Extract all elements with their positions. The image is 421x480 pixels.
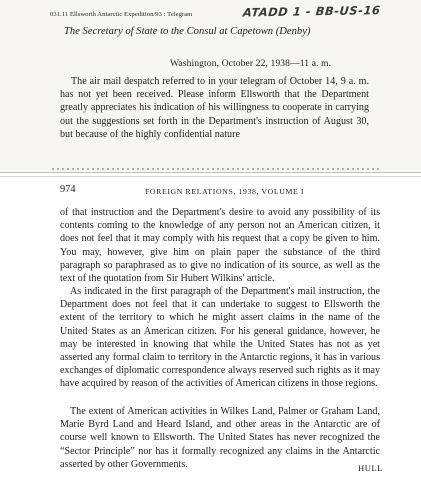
torn-edge (52, 168, 382, 170)
file-reference: 031.11 Ellsworth Antarctic Expedition/93 : Telegram (50, 11, 193, 18)
first-page-fragment (0, 0, 421, 173)
page-number: 974 (60, 184, 76, 195)
running-head: FOREIGN RELATIONS, 1938, VOLUME I (145, 187, 305, 196)
body-paragraph: As indicated in the first paragraph of the Department's mail instruction, the Department does not feel that it can undertake to suggest to Ellsworth the extent of the territory to which he might assert claims in the name of the United States as an American citizen. For his general guidance, however, he may be interested in knowing that while the United States has not as yet asserted any formal claim to territory in the Antarctic regions, it has in various exchanges of diplomatic correspondence always reserved such rights as it may have acquired by reason of the activities of American citizens in those regions. (60, 286, 380, 390)
fragment-divider (0, 176, 421, 177)
archive-stamp: ATADD 1 - BB-US-16 (242, 3, 382, 20)
body-paragraph: of that instruction and the Department's desire to avoid any possibility of its contents coming to the knowledge of any person not an American citizen, it does not feel that it may comply with his request that a copy be given to him. You may, however, give him on plain paper the substance of the third paragraph so paraphrased as to give no indication of its source, as well as the text of the quotation from Sir Hubert Wilkins' article. (60, 207, 380, 285)
body-paragraph: The extent of American activities in Wilkes Land, Palmer or Graham Land, Marie Byrd Land and Heard Island, and other areas in the Antarctic are of course well known to Ellsworth. The United States has never recognized the “Sector Principle” nor has it formally recognized any claims in the Antarctic asserted by other Governments. (60, 406, 380, 470)
signature: HULL (358, 463, 383, 473)
telegram-paragraph: The air mail despatch referred to in your telegram of October 14, 9 a. m. has not yet been received. Please inform Ellsworth that the Department greatly appreciates his indication of his willingness to cooperate in carrying out the suggestions set forth in the Department's instruction of August 30, but because of the highly confidential nature (60, 76, 369, 140)
document-heading: The Secretary of State to the Consul at Capetown (Denby) (64, 26, 311, 37)
dateline: Washington, October 22, 1938—11 a. m. (170, 58, 332, 69)
